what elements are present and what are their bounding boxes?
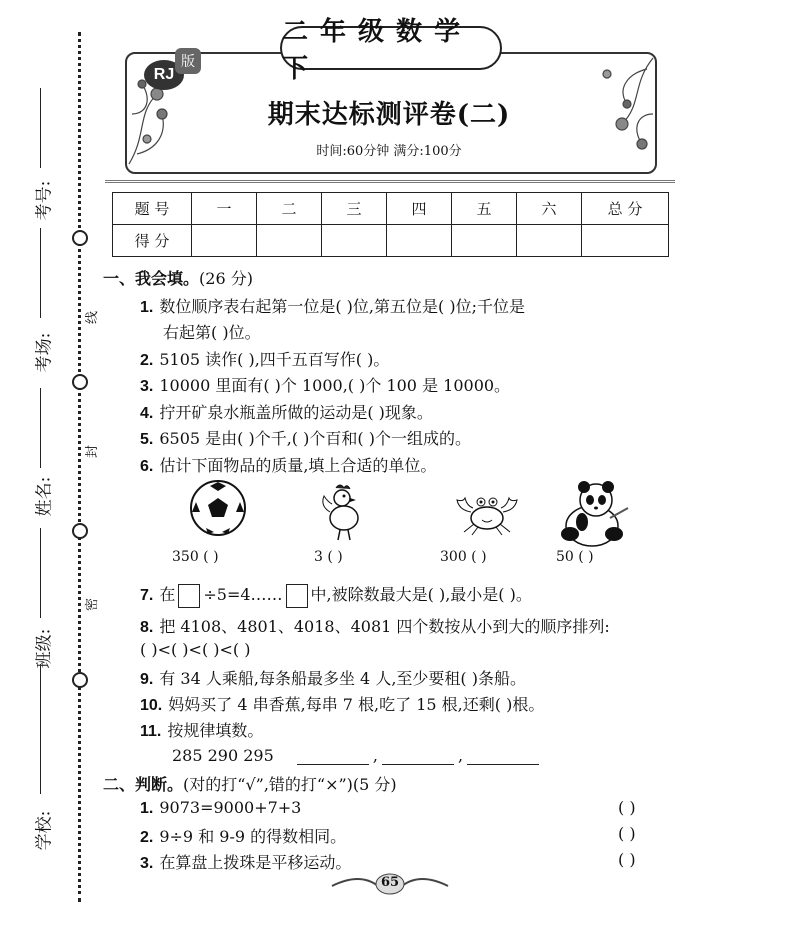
edition-badge-suffix: 版 — [175, 48, 201, 74]
blank-answer[interactable] — [297, 750, 369, 765]
section-2-title: 二、判断。 — [103, 775, 184, 794]
score-cell[interactable] — [257, 225, 322, 257]
binding-hole — [72, 230, 88, 246]
exam-number-line[interactable] — [40, 88, 41, 168]
question-8-line2: ( )<( )<( )<( ) — [140, 640, 251, 659]
table-header-cell: 一 — [192, 193, 257, 225]
blank-answer[interactable] — [382, 750, 454, 765]
binding-hole — [72, 523, 88, 539]
table-header-cell: 二 — [257, 193, 322, 225]
label-exam-number: 考号: — [34, 180, 55, 221]
score-table-header-row — [113, 193, 669, 225]
table-header-cell: 总 分 — [582, 193, 669, 225]
table-row-label: 得 分 — [113, 225, 192, 257]
grade-tag: 二年级数学下 — [280, 26, 502, 70]
question-1-text: 数位顺序表右起第一位是( )位,第五位是( )位;千位是 — [159, 297, 525, 316]
score-cell[interactable] — [192, 225, 257, 257]
score-cell[interactable] — [452, 225, 517, 257]
section-2-heading — [103, 772, 397, 795]
divider — [105, 180, 675, 183]
number-sequence: 285 290 295 , , — [172, 746, 543, 765]
question-9: 9. 有 34 人乘船,每条船最多坐 4 人,至少要租( )条船。 — [140, 669, 526, 688]
binding-hole — [72, 672, 88, 688]
seal-seal-word: 封 — [85, 444, 101, 459]
judge-question-3: 3. 在算盘上拨珠是平移运动。 — [140, 853, 352, 872]
score-cell[interactable] — [322, 225, 387, 257]
question-1-line2: 右起第( )位。 — [163, 323, 261, 342]
page-number-ornament — [330, 872, 450, 896]
label-name: 姓名: — [34, 476, 55, 517]
seal-secret-word: 密 — [85, 597, 101, 612]
panda-icon — [552, 478, 632, 550]
table-header-cell: 三 — [322, 193, 387, 225]
class-line[interactable] — [40, 528, 41, 618]
table-header-cell: 四 — [387, 193, 452, 225]
page-number: 65 — [380, 875, 400, 890]
question-7: 7. 在 ÷5=4…… 中,被除数最大是( ),最小是( )。 — [140, 582, 532, 608]
edition-badge: RJ — [144, 60, 184, 90]
score-table-score-row — [113, 225, 669, 257]
caption-crab: 300 ( ) — [440, 549, 487, 565]
judge-question-2: 2. 9÷9 和 9-9 的得数相同。 — [140, 827, 347, 846]
table-header-cell: 题 号 — [113, 193, 192, 225]
seal-line-word: 线 — [85, 310, 101, 325]
binding-hole — [72, 374, 88, 390]
table-header-cell: 六 — [517, 193, 582, 225]
crab-icon — [452, 490, 522, 536]
question-2: 2. 5105 读作( ),四千五百写作( )。 — [140, 350, 390, 369]
section-1-score: (26 分) — [199, 269, 253, 288]
rooster-icon — [314, 480, 374, 544]
judge-question-1: 1. 9073=9000+7+3 — [140, 798, 302, 817]
exam-room-line[interactable] — [40, 228, 41, 318]
exam-title: 期末达标测评卷(二) — [267, 100, 511, 130]
question-8: 8. 把 4108、4801、4018、4081 四个数按从小到大的顺序排列: — [140, 617, 610, 636]
question-5: 5. 6505 是由( )个千,( )个百和( )个一组成的。 — [140, 429, 471, 448]
section-1-heading — [103, 266, 253, 289]
judge-answer[interactable]: ( ) — [618, 798, 636, 817]
label-class: 班级: — [34, 628, 55, 669]
name-line[interactable] — [40, 388, 41, 468]
question-6: 6. 估计下面物品的质量,填上合适的单位。 — [140, 456, 437, 475]
label-school: 学校: — [34, 810, 55, 851]
question-1: 1. 数位顺序表右起第一位是( )位,第五位是( )位;千位是 — [140, 297, 525, 316]
caption-soccer-ball: 350 ( ) — [172, 549, 219, 565]
section-1-title: 一、我会填。 — [103, 269, 200, 288]
section-2-note: (对的打“√”,错的打“×”)(5 分) — [183, 775, 397, 794]
score-cell[interactable] — [387, 225, 452, 257]
table-header-cell: 五 — [452, 193, 517, 225]
judge-answer[interactable]: ( ) — [618, 850, 636, 869]
answer-box[interactable] — [178, 584, 200, 608]
blank-answer[interactable] — [467, 750, 539, 765]
question-11: 11. 按规律填数。 — [140, 721, 264, 740]
judge-answer[interactable]: ( ) — [618, 824, 636, 843]
answer-box[interactable] — [286, 584, 308, 608]
school-line[interactable] — [40, 664, 41, 794]
question-4: 4. 拧开矿泉水瓶盖所做的运动是( )现象。 — [140, 403, 433, 422]
question-3: 3. 10000 里面有( )个 1000,( )个 100 是 10000。 — [140, 376, 511, 395]
sequence-numbers: 285 290 295 — [172, 746, 274, 765]
score-table — [112, 192, 669, 257]
caption-rooster: 3 ( ) — [314, 549, 343, 565]
soccer-ball-icon — [188, 478, 248, 538]
score-cell[interactable] — [517, 225, 582, 257]
score-cell[interactable] — [582, 225, 669, 257]
exam-info: 时间:60分钟 满分:100分 — [316, 144, 462, 159]
label-exam-room: 考场: — [34, 332, 55, 373]
question-10: 10. 妈妈买了 4 串香蕉,每串 7 根,吃了 15 根,还剩( )根。 — [140, 695, 545, 714]
caption-panda: 50 ( ) — [556, 549, 594, 565]
binding-dotted-line — [78, 32, 81, 902]
